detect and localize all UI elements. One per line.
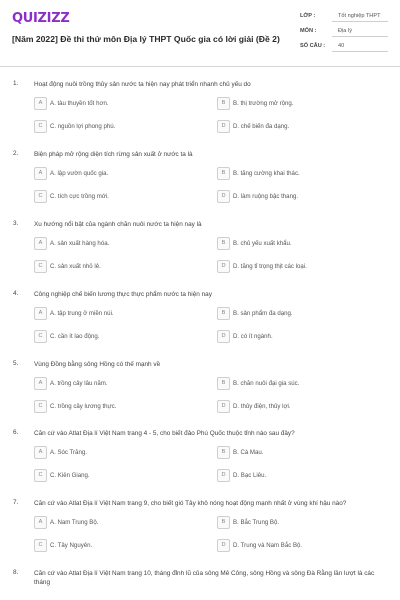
option-letter: A (34, 516, 47, 529)
question-number: 1. (13, 80, 19, 87)
meta-label: SỐ CÂU : (300, 43, 326, 49)
option-letter: B (217, 307, 230, 320)
option-letter: C (34, 330, 47, 343)
option-letter: A (34, 167, 47, 180)
meta-value: Tốt nghiệp THPT (332, 10, 388, 22)
option-text: A. Sóc Trăng. (50, 449, 87, 456)
option-text: A. tập trung ở miền núi. (50, 310, 114, 317)
option-letter: C (34, 120, 47, 133)
option-letter: A (34, 377, 47, 390)
option-letter: B (217, 516, 230, 529)
question-text: Căn cứ vào Atlat Địa lí Việt Nam trang 4 - 5, cho biết đảo Phú Quốc thuộc tỉnh nào sau đây? (34, 430, 295, 437)
meta-row-class (300, 10, 392, 25)
option-text: C. trồng cây lương thực. (50, 403, 117, 410)
option-text: B. chăn nuôi đại gia súc. (233, 380, 300, 387)
option-text: C. sản xuất nhỏ lẻ. (50, 263, 101, 270)
option-letter: C (34, 469, 47, 482)
option-letter: C (34, 260, 47, 273)
option-text: B. sản phẩm đa dạng. (233, 310, 293, 317)
option-text: C. Tây Nguyên. (50, 542, 93, 549)
meta-label: MÔN : (300, 28, 317, 34)
option-letter: D (217, 400, 230, 413)
meta-value: Địa lý (332, 25, 388, 37)
question-text: Vùng Đồng bằng sông Hồng có thế mạnh về (34, 361, 161, 368)
question-number: 5. (13, 360, 19, 367)
option-letter: D (217, 190, 230, 203)
option-text: A. trồng cây lâu năm. (50, 380, 108, 387)
question-number: 6. (13, 429, 19, 436)
meta-row-count (300, 40, 392, 55)
option-text: C. Kiên Giang. (50, 472, 90, 479)
option-text: D. tăng tỉ trọng thịt các loại. (233, 263, 307, 270)
option-text: A. lập vườn quốc gia. (50, 170, 109, 177)
question-number: 4. (13, 290, 19, 297)
question-number: 2. (13, 150, 19, 157)
option-letter: B (217, 237, 230, 250)
option-text: D. chế biến đa dạng. (233, 123, 290, 130)
option-letter: B (217, 377, 230, 390)
option-text: C. cần ít lao động. (50, 333, 100, 340)
option-text: B. Cà Mau. (233, 449, 264, 456)
option-text: B. Bắc Trung Bộ. (233, 519, 280, 526)
question-text: Căn cứ vào Atlat Địa lí Việt Nam trang 9, cho biết gió Tây khô nóng hoạt động mạnh nhất ở vùng khí hậu nào? (34, 500, 347, 507)
option-letter: A (34, 307, 47, 320)
option-text: D. Trung và Nam Bắc Bộ. (233, 542, 303, 549)
option-letter: B (217, 167, 230, 180)
question-number: 7. (13, 499, 19, 506)
option-text: D. Bạc Liêu. (233, 472, 267, 479)
option-letter: D (217, 120, 230, 133)
option-letter: D (217, 469, 230, 482)
option-text: B. tăng cường khai thác. (233, 170, 300, 177)
option-letter: A (34, 237, 47, 250)
question-text: Hoạt động nuôi trồng thủy sản nước ta hiện nay phát triển nhanh chủ yếu do (34, 81, 251, 88)
option-letter: A (34, 97, 47, 110)
question-number: 8. (13, 569, 19, 576)
option-letter: D (217, 330, 230, 343)
option-text: D. làm ruộng bậc thang. (233, 193, 299, 200)
header-divider (0, 66, 400, 67)
option-text: D. có ít ngành. (233, 333, 273, 340)
page-title: [Năm 2022] Đề thi thử môn Địa lý THPT Quốc gia có lời giải (Đề 2) (12, 34, 280, 44)
question-text: Căn cứ vào Atlat Địa lí Việt Nam trang 10, tháng đỉnh lũ của sông Mê Công, sông Hồng và sông Đà Rằng lần lượt là các tháng (34, 570, 375, 586)
option-letter: B (217, 446, 230, 459)
worksheet-header (0, 0, 400, 62)
option-text: A. tàu thuyền tốt hơn. (50, 100, 109, 107)
option-text: C. nguồn lợi phong phú. (50, 123, 116, 130)
option-letter: C (34, 190, 47, 203)
option-letter: B (217, 97, 230, 110)
meta-value: 40 (332, 40, 388, 52)
quizizz-logo: QUIZIZZ (12, 11, 70, 26)
option-text: A. Nam Trung Bộ. (50, 519, 99, 526)
option-text: D. thủy điện, thủy lợi. (233, 403, 291, 410)
question-text: Xu hướng nổi bật của ngành chăn nuôi nước ta hiện nay là (34, 221, 202, 228)
question-number: 3. (13, 220, 19, 227)
option-letter: D (217, 539, 230, 552)
meta-label: LỚP : (300, 13, 316, 19)
meta-panel (300, 10, 392, 55)
option-letter: C (34, 539, 47, 552)
option-text: A. sản xuất hàng hóa. (50, 240, 110, 247)
option-text: B. chủ yếu xuất khẩu. (233, 240, 292, 247)
meta-row-subject (300, 25, 392, 40)
question-text: Công nghiệp chế biến lương thực thực phẩm nước ta hiện nay (34, 291, 212, 298)
option-letter: A (34, 446, 47, 459)
question-text: Biện pháp mở rộng diện tích rừng sản xuất ở nước ta là (34, 151, 193, 158)
option-text: C. tích cực trồng mới. (50, 193, 109, 200)
option-text: B. thị trường mở rộng. (233, 100, 294, 107)
option-letter: D (217, 260, 230, 273)
option-letter: C (34, 400, 47, 413)
